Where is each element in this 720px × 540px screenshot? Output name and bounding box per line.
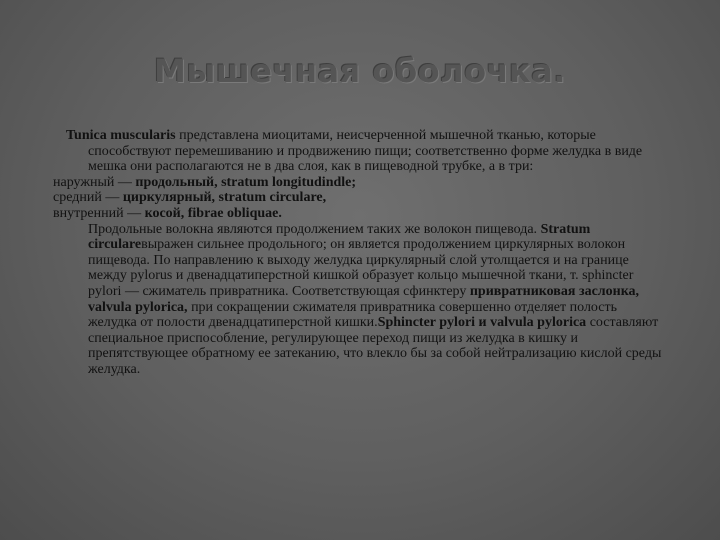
intro-text: представлена миоцитами, неисчерченной мышечной тканью, которые способствуют перемешиванию и продвижению пищи; соответственно форме желудка в виде мешка они располагаются не в два слоя, как в пищеводной трубке, а в три: — [88, 128, 643, 175]
layer-name: косой, fibrae obliquae. — [144, 205, 282, 221]
detail-paragraph — [0, 222, 666, 378]
detail-bold-1: Stratum circulare — [88, 221, 591, 253]
detail-bold-3: Sphincter pylori и valvula pylorica — [377, 315, 587, 331]
slide-title: Мышечная оболочка. — [154, 52, 566, 90]
detail-text-1: Продольные волокна являются продолжением таких же волокон пищевода. — [88, 221, 541, 237]
intro-term: Tunica muscularis — [66, 128, 176, 143]
intro-paragraph — [0, 128, 648, 175]
detail-text-4: составляют специальное приспособление, регулирующее переход пищи из желудка в кишку и препятствующее обратному ее затеканию, что влекло бы за собой нейтрализацию кислой среды желудка. — [88, 315, 662, 377]
layer-item — [0, 206, 720, 222]
detail-text-2: выражен сильнее продольного; он является продолжением циркулярных волокон пищевода. По направлению к выходу желудка циркулярный слой утолщается и на границе между pylorus и двенадцатиперстной кишкой образует кольцо мышечной ткани, т. sphincter pylori — сжиматель привратника. Соответствующая сфинктеру — [88, 237, 634, 299]
layer-item — [0, 190, 720, 206]
layer-item — [0, 175, 720, 191]
layer-prefix: внутренний — — [53, 205, 145, 221]
layer-name: продольный, stratum longitudindle; — [135, 174, 357, 190]
slide-body — [0, 128, 720, 378]
layer-prefix: средний — — [53, 190, 123, 206]
layer-prefix: наружный — — [53, 174, 136, 190]
layer-name: циркулярный, stratum circulare, — [122, 190, 327, 206]
detail-bold-2: привратниковая заслонка, valvula pylorica, — [88, 283, 640, 315]
detail-text-3: при сокращении сжимателя привратника совершенно отделяет полость желудка от полости двенадцатиперстной кишки. — [88, 299, 617, 331]
